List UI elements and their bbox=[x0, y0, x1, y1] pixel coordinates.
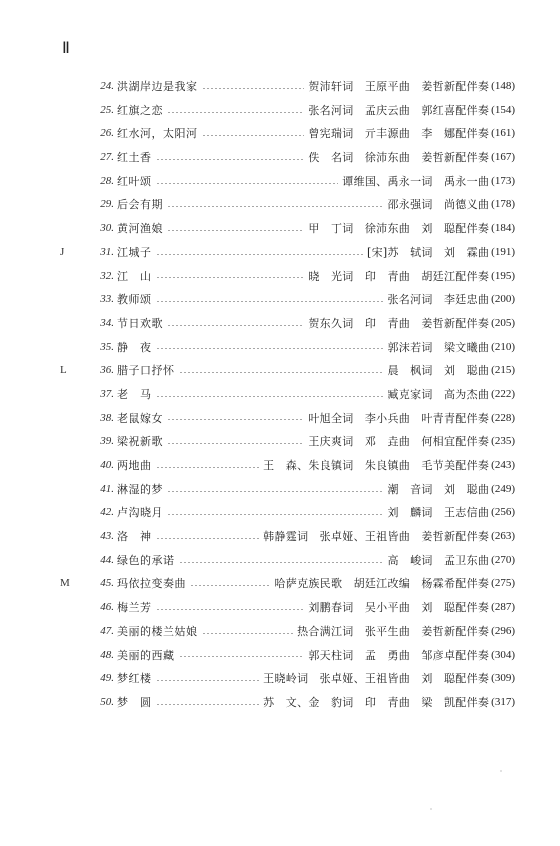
entry-line bbox=[117, 478, 515, 502]
entry-number: 32. bbox=[100, 269, 114, 282]
page-ref: (173) bbox=[491, 174, 515, 187]
entry-line bbox=[117, 312, 515, 336]
song-credits: 刘 麟词 王志信曲 bbox=[387, 506, 490, 520]
song-title: 梦红楼 bbox=[117, 672, 152, 686]
entry-line bbox=[117, 620, 515, 644]
entry-line bbox=[117, 336, 515, 360]
toc-entry[interactable] bbox=[0, 572, 560, 596]
dot-leader bbox=[156, 348, 384, 349]
dot-leader bbox=[179, 372, 384, 373]
entry-number: 34. bbox=[100, 316, 114, 329]
song-title: 后会有期 bbox=[117, 198, 163, 212]
song-title: 红叶颂 bbox=[117, 174, 152, 188]
entry-line bbox=[117, 525, 515, 549]
song-credits: 贺沛轩词 王原平曲 姜哲新配伴奏 bbox=[308, 80, 490, 93]
entry-line bbox=[117, 288, 515, 312]
entry-number: 27. bbox=[100, 151, 114, 164]
song-title: 两地曲 bbox=[117, 459, 152, 472]
toc-entry[interactable] bbox=[0, 265, 560, 289]
toc-entry[interactable] bbox=[0, 75, 560, 99]
song-credits: 晨 枫词 刘 聪曲 bbox=[387, 364, 490, 378]
entry-number: 48. bbox=[100, 648, 114, 661]
song-title: 静 夜 bbox=[117, 340, 152, 354]
dot-leader bbox=[156, 277, 305, 278]
page-ref: (256) bbox=[491, 506, 515, 519]
song-credits: 王 森、朱良镇词 朱良镇曲 毛节美配伴奏 bbox=[263, 459, 490, 472]
page-ref: (270) bbox=[491, 553, 515, 566]
dot-leader bbox=[156, 159, 305, 160]
song-title: 老鼠嫁女 bbox=[117, 411, 163, 425]
song-credits: 哈萨克族民歌 胡廷江改编 杨霖希配伴奏 bbox=[274, 577, 490, 591]
entry-line bbox=[117, 170, 515, 194]
song-title: 红旗之恋 bbox=[117, 103, 163, 117]
toc-entry[interactable] bbox=[0, 170, 560, 194]
entry-number: 47. bbox=[100, 624, 114, 637]
song-credits: 曾宪瑞词 亓丰源曲 李 娜配伴奏 bbox=[308, 127, 490, 141]
page-ref: (304) bbox=[491, 648, 515, 661]
song-credits: 叶旭全词 李小兵曲 叶青青配伴奏 bbox=[308, 411, 490, 425]
toc-entry[interactable] bbox=[0, 312, 560, 336]
page-ref: (235) bbox=[491, 435, 515, 448]
dot-leader bbox=[156, 467, 260, 468]
entry-number: 39. bbox=[100, 435, 114, 448]
page-ref: (167) bbox=[491, 151, 515, 164]
song-title: 洛 神 bbox=[117, 530, 152, 544]
song-credits: 臧克家词 高为杰曲 bbox=[387, 387, 490, 401]
dot-leader bbox=[202, 88, 305, 89]
dot-leader bbox=[167, 491, 383, 492]
song-credits: 王庆爽词 邓 垚曲 何相宜配伴奏 bbox=[308, 435, 490, 449]
page-ref: (178) bbox=[491, 198, 515, 211]
entry-number: 40. bbox=[100, 459, 114, 471]
entry-number: 25. bbox=[100, 103, 114, 116]
entry-line bbox=[117, 99, 515, 123]
entry-number: 29. bbox=[100, 198, 114, 211]
entry-number: 24. bbox=[100, 80, 114, 92]
dot-leader bbox=[156, 538, 260, 539]
song-title: 卢沟晓月 bbox=[117, 506, 163, 520]
song-title: 梁祝新歌 bbox=[117, 435, 163, 449]
entry-number: 41. bbox=[100, 482, 114, 495]
page-ref: (210) bbox=[491, 340, 515, 353]
toc-entry[interactable] bbox=[0, 383, 560, 407]
toc-entry[interactable] bbox=[0, 146, 560, 170]
dot-leader bbox=[179, 562, 384, 563]
song-title: 红土香 bbox=[117, 151, 152, 165]
entry-line bbox=[117, 430, 515, 454]
toc-entry[interactable] bbox=[0, 336, 560, 360]
entry-number: 37. bbox=[100, 387, 114, 400]
entry-number: 28. bbox=[100, 174, 114, 187]
entry-line bbox=[117, 454, 515, 478]
toc-entry[interactable] bbox=[0, 430, 560, 454]
entry-number: 26. bbox=[100, 127, 114, 140]
entry-line bbox=[117, 691, 515, 715]
toc-entry[interactable] bbox=[0, 407, 560, 431]
song-credits: 邵永强词 尚德义曲 bbox=[387, 198, 490, 212]
entry-number: 45. bbox=[100, 577, 114, 590]
page-number: Ⅱ bbox=[62, 40, 70, 57]
toc-entry[interactable] bbox=[0, 241, 560, 265]
toc-entry[interactable] bbox=[0, 691, 560, 715]
page-ref: (317) bbox=[491, 695, 515, 708]
entry-line bbox=[117, 596, 515, 620]
song-credits: 郭沫若词 梁文曦曲 bbox=[387, 340, 490, 354]
index-letter: J bbox=[60, 245, 65, 258]
entry-line bbox=[117, 217, 515, 241]
song-title: 美丽的楼兰姑娘 bbox=[117, 624, 198, 638]
dot-leader bbox=[156, 680, 260, 681]
song-title: 黄河渔娘 bbox=[117, 222, 163, 236]
page-ref: (215) bbox=[491, 364, 515, 377]
song-title: 梅兰芳 bbox=[117, 601, 152, 615]
entry-line bbox=[117, 549, 515, 573]
song-title: 老 马 bbox=[117, 387, 152, 401]
page-ref: (296) bbox=[491, 624, 515, 637]
song-title: 节日欢歌 bbox=[117, 316, 163, 330]
entry-number: 50. bbox=[100, 695, 114, 708]
toc-entry[interactable] bbox=[0, 454, 560, 478]
toc-entry[interactable] bbox=[0, 359, 560, 383]
song-credits: 郭天柱词 孟 勇曲 邹彦卓配伴奏 bbox=[308, 648, 490, 662]
page-ref: (195) bbox=[491, 269, 515, 282]
page-ref: (222) bbox=[491, 387, 515, 400]
page-ref: (243) bbox=[491, 459, 515, 471]
entry-line bbox=[117, 359, 515, 383]
entry-number: 49. bbox=[100, 672, 114, 685]
page-ref: (200) bbox=[491, 293, 515, 306]
entry-number: 33. bbox=[100, 293, 114, 306]
dot-leader bbox=[156, 609, 305, 610]
song-title: 红水河，太阳河 bbox=[117, 127, 198, 141]
page-ref: (184) bbox=[491, 222, 515, 235]
dot-leader bbox=[156, 183, 339, 184]
entry-number: 35. bbox=[100, 340, 114, 353]
page-ref: (263) bbox=[491, 530, 515, 543]
toc-entry[interactable] bbox=[0, 596, 560, 620]
entry-line bbox=[117, 572, 515, 596]
song-title: 美丽的西藏 bbox=[117, 648, 175, 662]
song-credits: 刘鹏春词 吴小平曲 刘 聪配伴奏 bbox=[308, 601, 490, 615]
entry-line bbox=[117, 383, 515, 407]
song-credits: 甲 丁词 徐沛东曲 刘 聪配伴奏 bbox=[308, 222, 490, 236]
dot-leader bbox=[156, 254, 363, 255]
toc-entry[interactable] bbox=[0, 478, 560, 502]
page-ref: (287) bbox=[491, 601, 515, 614]
toc-entry[interactable] bbox=[0, 525, 560, 549]
entry-number: 30. bbox=[100, 222, 114, 235]
dot-leader bbox=[190, 585, 270, 586]
song-title: 腊子口抒怀 bbox=[117, 364, 175, 378]
entry-number: 46. bbox=[100, 601, 114, 614]
entry-line bbox=[117, 193, 515, 217]
entry-number: 44. bbox=[100, 553, 114, 566]
dot-leader bbox=[167, 112, 304, 113]
entry-line bbox=[117, 644, 515, 668]
song-credits: 潮 音词 刘 聪曲 bbox=[387, 482, 490, 496]
page-ref: (148) bbox=[491, 80, 515, 92]
toc-entry[interactable] bbox=[0, 644, 560, 668]
entry-line bbox=[117, 241, 515, 265]
song-credits: 苏 文、金 豹词 印 青曲 梁 凯配伴奏 bbox=[263, 695, 490, 709]
entry-number: 31. bbox=[100, 245, 114, 258]
scan-speck bbox=[430, 808, 432, 810]
song-title: 洪湖岸边是我家 bbox=[117, 80, 198, 93]
page-ref: (249) bbox=[491, 482, 515, 495]
song-title: 江城子 bbox=[117, 245, 152, 259]
song-credits: 谭维国、禹永一词 禹永一曲 bbox=[342, 174, 490, 188]
song-credits: 贺东久词 印 青曲 姜哲新配伴奏 bbox=[308, 316, 490, 330]
dot-leader bbox=[202, 135, 305, 136]
page-ref: (191) bbox=[491, 245, 515, 258]
entry-line bbox=[117, 667, 515, 691]
scan-speck bbox=[500, 770, 502, 772]
toc-entry[interactable] bbox=[0, 217, 560, 241]
song-title: 淋湿的梦 bbox=[117, 482, 163, 496]
toc-entry[interactable] bbox=[0, 288, 560, 312]
dot-leader bbox=[167, 419, 304, 420]
song-credits: 张名河词 李廷忠曲 bbox=[387, 293, 490, 307]
page-ref: (205) bbox=[491, 316, 515, 329]
entry-line bbox=[117, 146, 515, 170]
dot-leader bbox=[156, 301, 384, 302]
song-title: 教师颂 bbox=[117, 293, 152, 307]
index-letter: M bbox=[60, 577, 70, 590]
entry-number: 38. bbox=[100, 411, 114, 424]
dot-leader bbox=[167, 443, 304, 444]
toc-entry[interactable] bbox=[0, 99, 560, 123]
entry-number: 43. bbox=[100, 530, 114, 543]
dot-leader bbox=[156, 396, 384, 397]
page-ref: (154) bbox=[491, 103, 515, 116]
dot-leader bbox=[202, 633, 294, 634]
entry-line bbox=[117, 75, 515, 99]
song-title: 梦 圆 bbox=[117, 695, 152, 709]
page-ref: (309) bbox=[491, 672, 515, 685]
song-credits: 王晓岭词 张卓娅、王祖皆曲 刘 聪配伴奏 bbox=[263, 672, 490, 686]
toc-entry[interactable] bbox=[0, 193, 560, 217]
entry-number: 36. bbox=[100, 364, 114, 377]
song-title: 玛依拉变奏曲 bbox=[117, 577, 186, 591]
toc-entry[interactable] bbox=[0, 667, 560, 691]
entry-line bbox=[117, 407, 515, 431]
song-title: 江 山 bbox=[117, 269, 152, 283]
song-credits: 韩静霆词 张卓娅、王祖皆曲 姜哲新配伴奏 bbox=[263, 530, 490, 544]
toc-entry[interactable] bbox=[0, 620, 560, 644]
table-of-contents bbox=[0, 75, 560, 715]
entry-line bbox=[117, 501, 515, 525]
page-ref: (275) bbox=[491, 577, 515, 590]
toc-entry[interactable] bbox=[0, 501, 560, 525]
dot-leader bbox=[179, 656, 305, 657]
dot-leader bbox=[156, 704, 260, 705]
entry-line bbox=[117, 265, 515, 289]
page-ref: (161) bbox=[491, 127, 515, 140]
dot-leader bbox=[167, 230, 304, 231]
song-credits: 佚 名词 徐沛东曲 姜哲新配伴奏 bbox=[308, 151, 490, 165]
song-credits: 晓 光词 印 青曲 胡廷江配伴奏 bbox=[308, 269, 490, 283]
song-credits: 热合满江词 张平生曲 姜哲新配伴奏 bbox=[297, 624, 490, 638]
dot-leader bbox=[167, 514, 383, 515]
song-credits: 高 峻词 孟卫东曲 bbox=[387, 553, 490, 567]
toc-entry[interactable] bbox=[0, 122, 560, 146]
entry-line bbox=[117, 122, 515, 146]
song-title: 绿色的承诺 bbox=[117, 553, 175, 567]
song-credits: 张名河词 孟庆云曲 郭红喜配伴奏 bbox=[308, 103, 490, 117]
entry-number: 42. bbox=[100, 506, 114, 519]
dot-leader bbox=[167, 325, 304, 326]
toc-entry[interactable] bbox=[0, 549, 560, 573]
dot-leader bbox=[167, 206, 383, 207]
page-ref: (228) bbox=[491, 411, 515, 424]
song-credits: [宋]苏 轼词 刘 霖曲 bbox=[366, 245, 490, 259]
index-letter: L bbox=[60, 364, 67, 377]
